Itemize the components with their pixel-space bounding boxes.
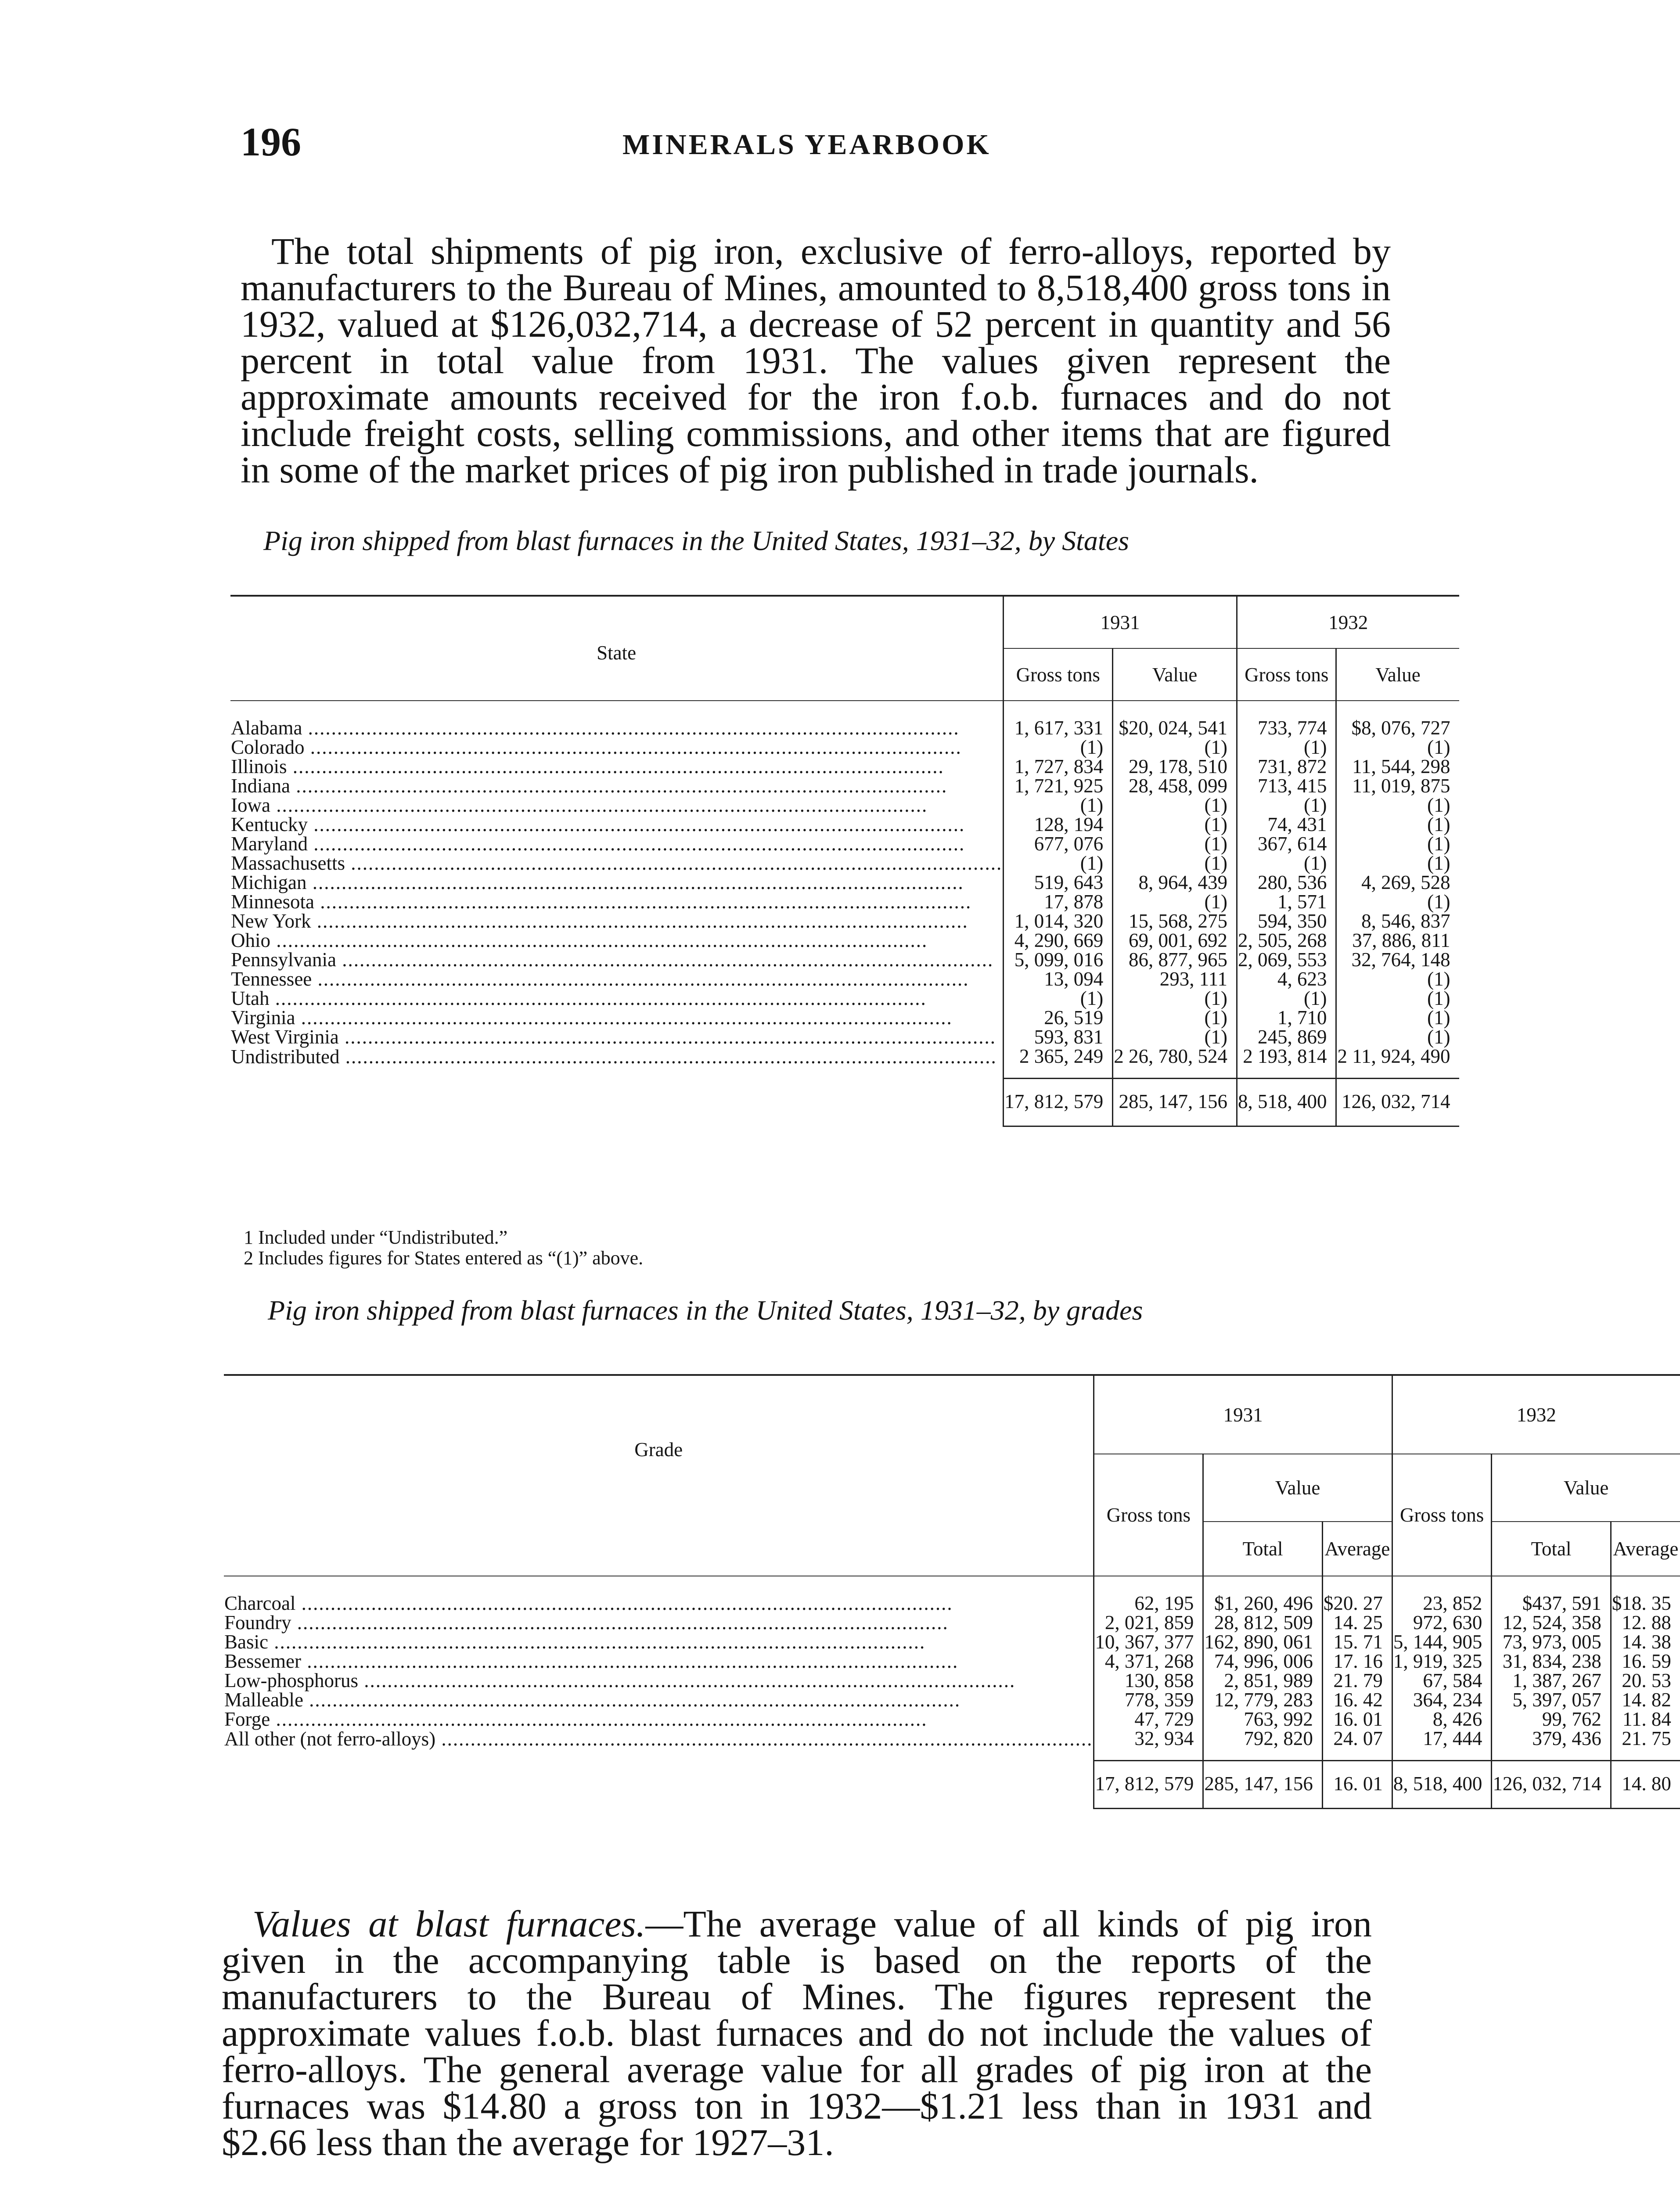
grade-name [224, 1729, 1094, 1761]
grade-name [224, 1690, 1094, 1709]
state-name [230, 911, 1004, 931]
leader-dots [345, 852, 1002, 874]
table-row [230, 776, 1459, 795]
value-1931: (1) [1113, 795, 1237, 815]
state-name [230, 892, 1004, 911]
value-1932: (1) [1336, 1027, 1459, 1047]
total-tons-1931: 17, 812, 579 [1004, 1079, 1113, 1126]
table-row [230, 911, 1459, 931]
table-row [230, 892, 1459, 911]
value-1931: $20, 024, 541 [1113, 701, 1237, 738]
tons-1931: 677, 076 [1004, 834, 1113, 853]
total-value-1931: 763, 992 [1203, 1709, 1323, 1729]
total-value-1931: 792, 820 [1203, 1729, 1323, 1761]
row-label: Forge [224, 1708, 270, 1730]
total-value-1932: 1, 387, 267 [1492, 1671, 1611, 1690]
value-1932: $8, 076, 727 [1336, 701, 1459, 738]
tons-1931: 2, 021, 859 [1094, 1613, 1203, 1632]
closing-text: —The average value of all kinds of pig iron given in the accompanying table is based on the reports of the manufacturers to the Bureau of Mines. The figures represent the approximate values f.o.b. blast furnaces and do not include the values of ferro-alloys. The general average value for all grades of pig iron at the furnaces was $14.80 a gross ton in 1932—$1.21 less than in 1931 and $2.66 less than the average for 1927–31. [222, 1903, 1372, 2163]
state-name [230, 1027, 1004, 1047]
tons-1932: 594, 350 [1237, 911, 1336, 931]
row-label: Malleable [224, 1689, 303, 1711]
value-1931: 293, 111 [1113, 969, 1237, 989]
grade-name [224, 1652, 1094, 1671]
grades-total-tons-1931: 17, 812, 579 [1094, 1761, 1203, 1809]
grades-average-1932: 14. 80 [1611, 1761, 1680, 1809]
total-value-1931: 285, 147, 156 [1113, 1079, 1237, 1126]
tons-1932: 2 193, 814 [1237, 1047, 1336, 1079]
average-1932: 14. 38 [1611, 1632, 1680, 1652]
tons-1932: 2, 069, 553 [1237, 950, 1336, 969]
average-1931: 14. 25 [1322, 1613, 1392, 1632]
table-row [230, 989, 1459, 1008]
leader-dots [311, 910, 968, 932]
intro-paragraph: The total shipments of pig iron, exclusive of ferro-alloys, reported by manufacturers to the Bureau of Mines, amounted to 8,518,400 gross tons in 1932, valued at $126,032,714, a decrease of 52 percent in quantity and 56 percent in total value from 1931. The values given represent the approximate amounts received for the iron f.o.b. furnaces and do not include freight costs, selling commissions, and other items that are figured in some of the market prices of pig iron published in trade journals. [241, 230, 1391, 491]
value-1932: (1) [1336, 853, 1459, 873]
tons-1931: (1) [1004, 795, 1113, 815]
value-1932: 4, 269, 528 [1336, 873, 1459, 892]
tons-1932: 17, 444 [1392, 1729, 1492, 1761]
value-1931: (1) [1113, 834, 1237, 853]
grades-gross-tons-1931-header: Gross tons [1094, 1454, 1203, 1576]
total-value-1931: $1, 260, 496 [1203, 1576, 1323, 1613]
grades-gross-tons-1932-header: Gross tons [1392, 1454, 1492, 1576]
average-1932: 20. 53 [1611, 1671, 1680, 1690]
table-row [224, 1709, 1680, 1729]
tons-1932: 280, 536 [1237, 873, 1336, 892]
state-name [230, 931, 1004, 950]
tons-1932: 367, 614 [1237, 834, 1336, 853]
closing-lead: Values at blast furnaces. [252, 1903, 646, 1945]
tons-1931: 47, 729 [1094, 1709, 1203, 1729]
table-row [230, 795, 1459, 815]
leader-dots [308, 813, 965, 835]
state-name [230, 757, 1004, 776]
value-1932: 11, 544, 298 [1336, 757, 1459, 776]
total-value-1932: 379, 436 [1492, 1729, 1611, 1761]
states-total-row [230, 1079, 1459, 1126]
table-row [230, 815, 1459, 834]
tons-1932: 731, 872 [1237, 757, 1336, 776]
leader-dots [295, 1007, 952, 1029]
tons-1932: 1, 919, 325 [1392, 1652, 1492, 1671]
average-1931: 21. 79 [1322, 1671, 1392, 1690]
gross-tons-1932-header: Gross tons [1237, 648, 1336, 701]
leader-dots [287, 756, 944, 777]
grade-name [224, 1632, 1094, 1652]
state-name [230, 776, 1004, 795]
running-head: MINERALS YEARBOOK [622, 129, 991, 161]
table-row [224, 1576, 1680, 1613]
row-label: Minnesota [231, 891, 314, 913]
average-1931: 17. 16 [1322, 1652, 1392, 1671]
value-1932: (1) [1336, 738, 1459, 757]
value-1932: (1) [1336, 815, 1459, 834]
total-value-1932: 99, 762 [1492, 1709, 1611, 1729]
year-1932-header: 1932 [1237, 596, 1459, 648]
value-1931-header: Value [1113, 648, 1237, 701]
grades-year-1931-header: 1931 [1094, 1375, 1392, 1454]
tons-1932: (1) [1237, 853, 1336, 873]
state-name [230, 701, 1004, 738]
table-row [224, 1632, 1680, 1652]
states-table-body [230, 701, 1459, 1079]
grades-total-row [224, 1761, 1680, 1809]
leader-dots [269, 987, 926, 1009]
tons-1931: 4, 371, 268 [1094, 1652, 1203, 1671]
value-1932: (1) [1336, 989, 1459, 1008]
row-label: Utah [231, 987, 270, 1009]
tons-1931: 130, 858 [1094, 1671, 1203, 1690]
leader-dots [304, 736, 961, 758]
state-column-header: State [230, 596, 1004, 701]
tons-1931: 62, 195 [1094, 1576, 1203, 1613]
leader-dots [290, 775, 947, 797]
value-1931: (1) [1113, 738, 1237, 757]
row-label: Foundry [224, 1612, 291, 1634]
tons-1931: 4, 290, 669 [1004, 931, 1113, 950]
total-tons-1932: 8, 518, 400 [1237, 1079, 1336, 1126]
average-1931: 24. 07 [1322, 1729, 1392, 1761]
grade-name [224, 1709, 1094, 1729]
value-1932: 2 11, 924, 490 [1336, 1047, 1459, 1079]
table-row [230, 969, 1459, 989]
tons-1932: 972, 630 [1392, 1613, 1492, 1632]
grades-year-1932-header: 1932 [1392, 1375, 1680, 1454]
footnote-2: 2 Includes figures for States entered as “(1)” above. [244, 1247, 644, 1269]
state-name [230, 834, 1004, 853]
row-label: Tennessee [231, 968, 312, 990]
average-1932: 16. 59 [1611, 1652, 1680, 1671]
row-label: Bessemer [224, 1650, 301, 1672]
state-name [230, 969, 1004, 989]
year-1931-header: 1931 [1004, 596, 1237, 648]
value-1931: (1) [1113, 1008, 1237, 1027]
tons-1931: 1, 721, 925 [1004, 776, 1113, 795]
grades-table-body [224, 1576, 1680, 1761]
total-1931-header: Total [1203, 1522, 1323, 1576]
tons-1932: (1) [1237, 795, 1336, 815]
row-label: Massachusetts [231, 852, 345, 874]
leader-dots [306, 871, 964, 893]
tons-1932: 8, 426 [1392, 1709, 1492, 1729]
total-value-1932: 126, 032, 714 [1336, 1079, 1459, 1126]
value-1931: (1) [1113, 815, 1237, 834]
total-value-1932: 5, 397, 057 [1492, 1690, 1611, 1709]
average-1931: 16. 01 [1322, 1709, 1392, 1729]
value-1931: 8, 964, 439 [1113, 873, 1237, 892]
table-row [230, 853, 1459, 873]
tons-1931: (1) [1004, 853, 1113, 873]
total-1932-header: Total [1492, 1522, 1611, 1576]
row-label: Indiana [231, 775, 290, 797]
tons-1931: 1, 727, 834 [1004, 757, 1113, 776]
leader-dots [314, 891, 971, 913]
tons-1931: 128, 194 [1004, 815, 1113, 834]
row-label: New York [231, 910, 311, 932]
average-1932: 21. 75 [1611, 1729, 1680, 1761]
table-row [230, 950, 1459, 969]
state-name [230, 950, 1004, 969]
leader-dots [291, 1612, 949, 1634]
leader-dots [301, 1650, 958, 1672]
tons-1932: 4, 623 [1237, 969, 1336, 989]
table1-caption: Pig iron shipped from blast furnaces in the United States, 1931–32, by States [263, 525, 1129, 556]
value-1931: 28, 458, 099 [1113, 776, 1237, 795]
row-label: Colorado [231, 736, 305, 758]
average-1931: 16. 42 [1322, 1690, 1392, 1709]
row-label: Low-phosphorus [224, 1670, 358, 1691]
total-label-cell [230, 1079, 1004, 1126]
tons-1931: 519, 643 [1004, 873, 1113, 892]
average-1932: $18. 35 [1611, 1576, 1680, 1613]
value-1932: (1) [1336, 834, 1459, 853]
tons-1931: 13, 094 [1004, 969, 1113, 989]
tons-1932: (1) [1237, 738, 1336, 757]
table-row [224, 1671, 1680, 1690]
row-label: Basic [224, 1631, 268, 1653]
state-name [230, 1008, 1004, 1027]
table-row [230, 701, 1459, 738]
grades-table [224, 1374, 1680, 1809]
leader-dots [339, 1026, 996, 1048]
value-1932-header: Value [1336, 648, 1459, 701]
value-1931: 69, 001, 692 [1113, 931, 1237, 950]
value-1931: (1) [1113, 853, 1237, 873]
total-value-1931: 2, 851, 989 [1203, 1671, 1323, 1690]
table-row [230, 757, 1459, 776]
table-row [224, 1652, 1680, 1671]
tons-1932: 74, 431 [1237, 815, 1336, 834]
closing-paragraph [222, 1903, 1372, 2163]
tons-1931: (1) [1004, 989, 1113, 1008]
leader-dots [336, 949, 993, 971]
grades-average-1931: 16. 01 [1322, 1761, 1392, 1809]
tons-1931: 10, 367, 377 [1094, 1632, 1203, 1652]
table-row [230, 1008, 1459, 1027]
grade-name [224, 1671, 1094, 1690]
average-1932: 12. 88 [1611, 1613, 1680, 1632]
row-label: Kentucky [231, 813, 308, 835]
leader-dots [312, 968, 969, 990]
tons-1932: 1, 571 [1237, 892, 1336, 911]
leader-dots [303, 1689, 961, 1711]
leader-dots [435, 1728, 1093, 1750]
tons-1931: 2 365, 249 [1004, 1047, 1113, 1079]
average-1932-header: Average [1611, 1522, 1680, 1576]
tons-1931: 5, 099, 016 [1004, 950, 1113, 969]
average-1931-header: Average [1322, 1522, 1392, 1576]
state-name [230, 815, 1004, 834]
grades-total-value-1932: 126, 032, 714 [1492, 1761, 1611, 1809]
value-1932: 37, 886, 811 [1336, 931, 1459, 950]
grades-total-tons-1932: 8, 518, 400 [1392, 1761, 1492, 1809]
value-1932: (1) [1336, 892, 1459, 911]
row-label: Iowa [231, 794, 270, 816]
leader-dots [270, 794, 928, 816]
tons-1931: 26, 519 [1004, 1008, 1113, 1027]
tons-1931: 17, 878 [1004, 892, 1113, 911]
table-row [230, 1027, 1459, 1047]
tons-1931: 1, 014, 320 [1004, 911, 1113, 931]
leader-dots [302, 717, 959, 739]
average-1932: 14. 82 [1611, 1690, 1680, 1709]
value-1932: 32, 764, 148 [1336, 950, 1459, 969]
total-value-1931: 162, 890, 061 [1203, 1632, 1323, 1652]
total-value-1932: 31, 834, 238 [1492, 1652, 1611, 1671]
tons-1931: 593, 831 [1004, 1027, 1113, 1047]
table2-caption: Pig iron shipped from blast furnaces in the United States, 1931–32, by grades [268, 1295, 1143, 1326]
tons-1931: 1, 617, 331 [1004, 701, 1113, 738]
average-1932: 11. 84 [1611, 1709, 1680, 1729]
tons-1932: 67, 584 [1392, 1671, 1492, 1690]
states-table [230, 595, 1459, 1127]
value-1932: (1) [1336, 969, 1459, 989]
grades-total-label-cell [224, 1761, 1094, 1809]
value-1931: 2 26, 780, 524 [1113, 1047, 1237, 1079]
tons-1931: 32, 934 [1094, 1729, 1203, 1761]
row-label: Alabama [231, 717, 302, 739]
state-name [230, 795, 1004, 815]
tons-1932: 713, 415 [1237, 776, 1336, 795]
table-row [230, 873, 1459, 892]
tons-1932: 364, 234 [1392, 1690, 1492, 1709]
total-value-1931: 28, 812, 509 [1203, 1613, 1323, 1632]
value-1931: 86, 877, 965 [1113, 950, 1237, 969]
row-label: Michigan [231, 871, 307, 893]
value-1931: (1) [1113, 892, 1237, 911]
grade-name [224, 1613, 1094, 1632]
row-label: Ohio [231, 929, 270, 951]
table-row [224, 1613, 1680, 1632]
footnote-1: 1 Included under “Undistributed.” [244, 1227, 508, 1248]
table-row [230, 931, 1459, 950]
grades-total-value-1931: 285, 147, 156 [1203, 1761, 1323, 1809]
table-row [230, 1047, 1459, 1079]
grades-value-1931-header: Value [1203, 1454, 1392, 1522]
state-name [230, 873, 1004, 892]
tons-1932: 1, 710 [1237, 1008, 1336, 1027]
table-row [230, 834, 1459, 853]
page-header [241, 119, 1382, 167]
leader-dots [270, 929, 928, 951]
row-label: Maryland [231, 833, 308, 855]
table-row [224, 1729, 1680, 1761]
leader-dots [270, 1708, 927, 1730]
state-name [230, 853, 1004, 873]
row-label: Charcoal [224, 1592, 296, 1614]
table1-footnotes [244, 1227, 643, 1268]
leader-dots [358, 1670, 1015, 1691]
value-1932: 11, 019, 875 [1336, 776, 1459, 795]
table-row [224, 1690, 1680, 1709]
grade-column-header: Grade [224, 1375, 1094, 1576]
total-value-1932: $437, 591 [1492, 1576, 1611, 1613]
state-name [230, 1047, 1004, 1079]
leader-dots [268, 1631, 925, 1653]
grades-value-1932-header: Value [1492, 1454, 1680, 1522]
gross-tons-1931-header: Gross tons [1004, 648, 1113, 701]
row-label: Illinois [231, 756, 287, 777]
value-1932: (1) [1336, 1008, 1459, 1027]
value-1932: (1) [1336, 795, 1459, 815]
tons-1932: 245, 869 [1237, 1027, 1336, 1047]
row-label: Virginia [231, 1007, 295, 1029]
total-value-1932: 12, 524, 358 [1492, 1613, 1611, 1632]
value-1931: 29, 178, 510 [1113, 757, 1237, 776]
leader-dots [295, 1592, 953, 1614]
value-1931: 15, 568, 275 [1113, 911, 1237, 931]
table-row [230, 738, 1459, 757]
row-label: Undistributed [231, 1045, 340, 1068]
row-label: All other (not ferro-alloys) [224, 1727, 436, 1750]
tons-1932: 2, 505, 268 [1237, 931, 1336, 950]
total-value-1931: 12, 779, 283 [1203, 1690, 1323, 1709]
tons-1931: 778, 359 [1094, 1690, 1203, 1709]
row-label: West Virginia [231, 1026, 339, 1048]
page-number: 196 [241, 119, 301, 164]
tons-1932: 23, 852 [1392, 1576, 1492, 1613]
average-1931: 15. 71 [1322, 1632, 1392, 1652]
value-1931: (1) [1113, 1027, 1237, 1047]
leader-dots [308, 833, 965, 855]
row-label: Pennsylvania [231, 949, 336, 971]
grade-name [224, 1576, 1094, 1613]
value-1931: (1) [1113, 989, 1237, 1008]
total-value-1932: 73, 973, 005 [1492, 1632, 1611, 1652]
state-name [230, 989, 1004, 1008]
tons-1932: 5, 144, 905 [1392, 1632, 1492, 1652]
leader-dots [339, 1046, 996, 1068]
state-name [230, 738, 1004, 757]
average-1931: $20. 27 [1322, 1576, 1392, 1613]
tons-1932: (1) [1237, 989, 1336, 1008]
tons-1931: (1) [1004, 738, 1113, 757]
total-value-1931: 74, 996, 006 [1203, 1652, 1323, 1671]
tons-1932: 733, 774 [1237, 701, 1336, 738]
value-1932: 8, 546, 837 [1336, 911, 1459, 931]
